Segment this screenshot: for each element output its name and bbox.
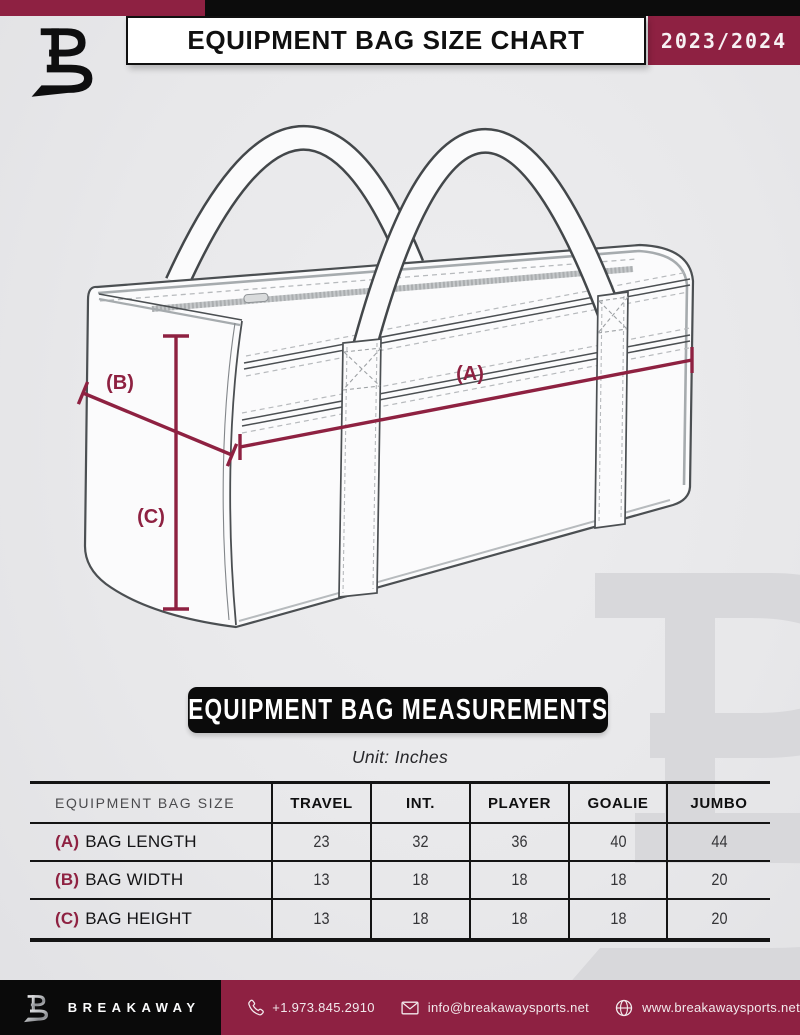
table-value: 18: [372, 862, 471, 900]
table-value: 18: [471, 900, 570, 938]
top-accent-bar: [0, 0, 205, 16]
page-title: EQUIPMENT BAG SIZE CHART: [187, 25, 585, 55]
table-value: 36: [471, 824, 570, 862]
season-label: 2023/2024: [660, 28, 788, 53]
measurements-banner: [188, 687, 608, 733]
column-header-travel: TRAVEL: [273, 784, 372, 824]
unit-label: Unit: Inches: [351, 747, 448, 767]
brand-logo-icon: [24, 21, 100, 101]
season-badge: [648, 16, 800, 65]
email-contact[interactable]: [400, 998, 589, 1018]
table-value: 13: [273, 900, 372, 938]
website-url: www.breakawaysports.net: [642, 1000, 800, 1015]
table-value: 18: [570, 862, 668, 900]
phone-number: +1.973.845.2910: [272, 1000, 375, 1015]
footer: [0, 980, 800, 1035]
column-header-size: EQUIPMENT BAG SIZE: [30, 784, 273, 824]
table-value: 20: [668, 862, 770, 900]
dimension-label-b: (B): [106, 372, 134, 394]
table-value: 18: [570, 900, 668, 938]
table-value: 44: [668, 824, 770, 862]
email-icon: [400, 998, 420, 1018]
table-value: 20: [710, 909, 728, 928]
footer-brand-block: [0, 980, 221, 1035]
website-contact[interactable]: [614, 998, 800, 1018]
email-address: info@breakawaysports.net: [427, 1000, 590, 1015]
row-label-bag-width: (B) BAG WIDTH: [30, 862, 273, 900]
table-value: 32: [372, 824, 471, 862]
measurements-banner-label: EQUIPMENT BAG MEASUREMENTS: [187, 693, 609, 726]
dimension-label-a: (A): [456, 363, 484, 385]
equipment-bag-diagram: [0, 115, 800, 680]
row-label-bag-height: (C) BAG HEIGHT: [30, 900, 273, 938]
table-value: 13: [273, 862, 372, 900]
phone-icon: [245, 998, 264, 1017]
row-label-bag-length: (A) BAG LENGTH: [30, 824, 273, 862]
footer-contact-block: [221, 980, 800, 1035]
column-header-jumbo: JUMBO: [668, 784, 770, 824]
top-black-bar: [205, 0, 800, 16]
brand-wordmark: BREAKAWAY: [67, 1000, 201, 1015]
table-value: 18: [372, 900, 471, 938]
size-table: [30, 781, 770, 942]
column-header-player: PLAYER: [471, 784, 570, 824]
dimension-label-c: (C): [137, 506, 165, 528]
globe-icon: [614, 998, 634, 1018]
footer-brand-logo-icon: [21, 992, 51, 1024]
title-box: [126, 16, 646, 65]
table-value: 40: [570, 824, 668, 862]
column-header-goalie: GOALIE: [570, 784, 668, 824]
table-value: 23: [273, 824, 372, 862]
table-value: 18: [471, 862, 570, 900]
column-header-int: INT.: [372, 784, 471, 824]
phone-contact[interactable]: [245, 998, 374, 1017]
